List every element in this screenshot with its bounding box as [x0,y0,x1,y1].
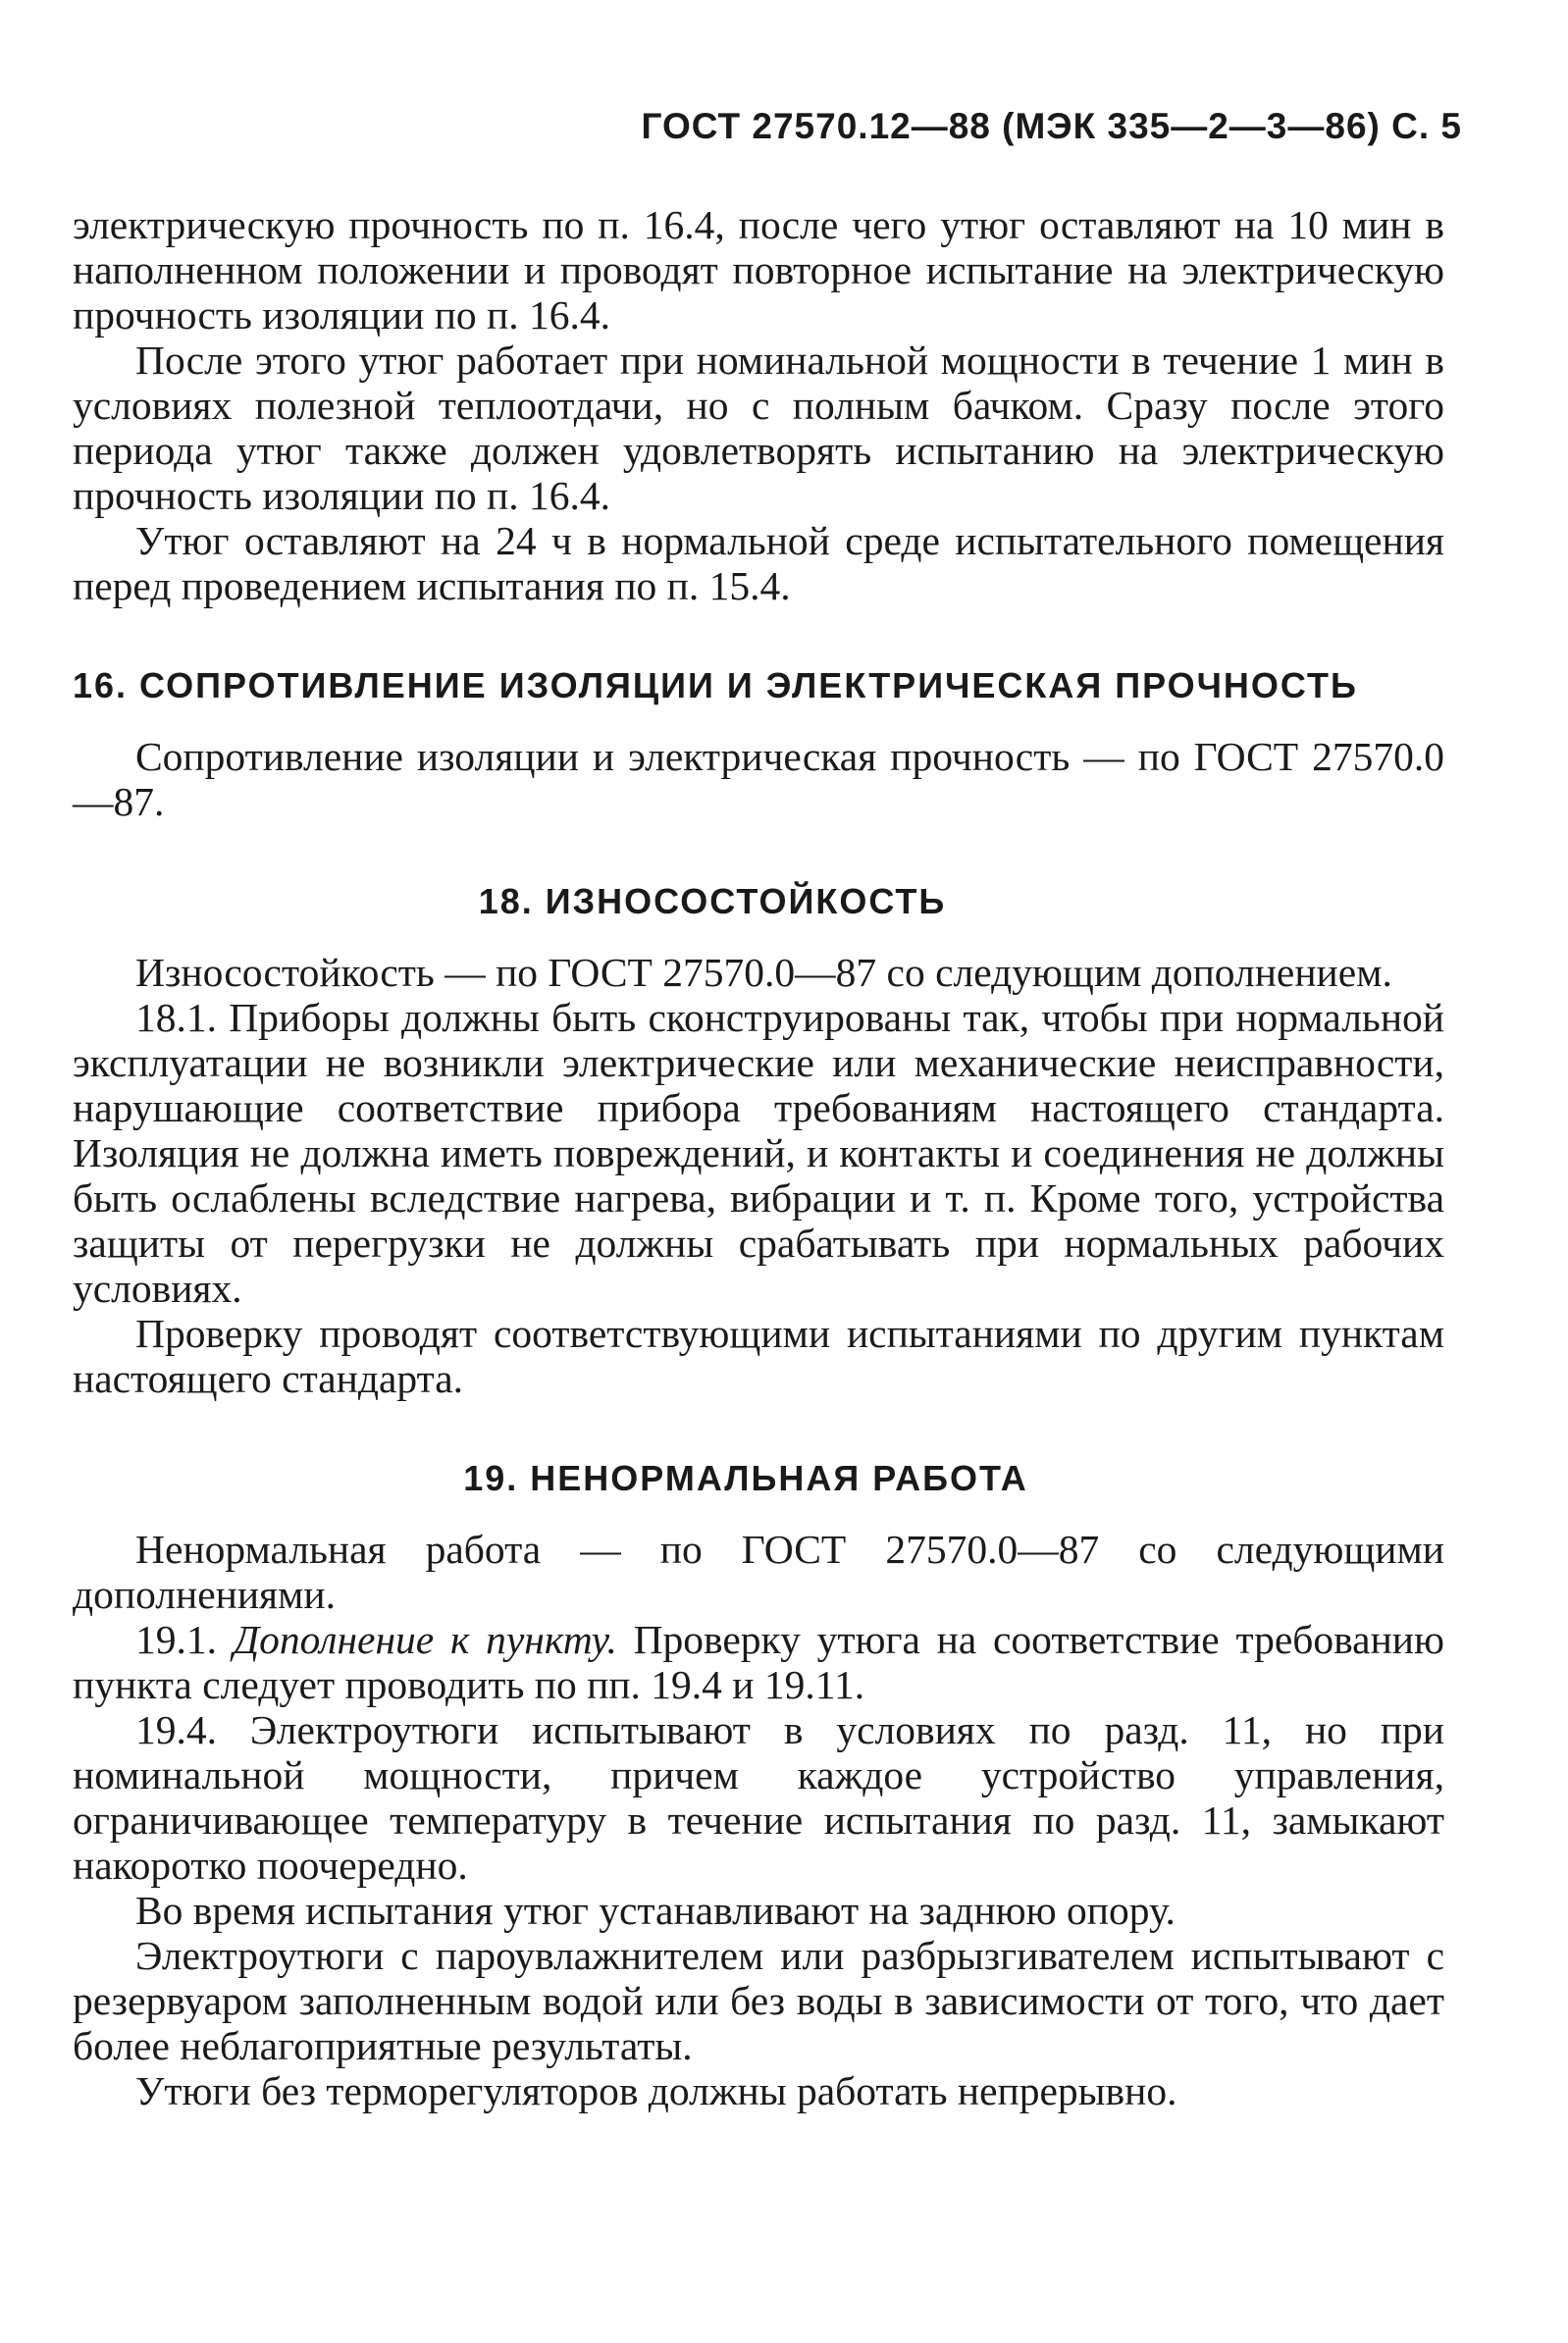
section-18-paragraph-3: Проверку проводят соответствующими испытаниями по другим пунктам настоящего стандарта. [73,1311,1444,1401]
clause-italic-title: Дополнение к пункту. [233,1617,617,1662]
section-16-paragraph-1: Сопротивление изоляции и электрическая прочность — по ГОСТ 27570.0—87. [73,734,1444,824]
section-19-paragraph-1: Ненормальная работа — по ГОСТ 27570.0—87 со следующими дополнениями. [73,1527,1444,1617]
clause-number: 19.1. [135,1617,217,1662]
section-18-paragraph-1: Износостойкость — по ГОСТ 27570.0—87 со следующим дополнением. [135,950,1392,995]
intro-paragraph-1: электрическую прочность по п. 16.4, после чего утюг оставляют на 10 мин в наполненном положении и проводят повторное испытание на электрическую прочность изоляции по п. 16.4. [73,202,1444,338]
running-header: ГОСТ 27570.12—88 (МЭК 335—2—3—86) С. 5 [641,106,1462,146]
intro-paragraph-2: После этого утюг работает при номинальной мощности в течение 1 мин в условиях полезной теплоотдачи, но с полным бачком. Сразу после этого периода утюг также должен удовлетворять испытанию на электрическую прочность изоляции по п. 16.4. [73,338,1444,518]
section-19-heading: 19. НЕНОРМАЛЬНАЯ РАБОТА [463,1458,1028,1498]
section-19-paragraph-5: Электроутюги с пароувлажнителем или разбрызгивателем испытывают с резервуаром заполненным водой или без воды в зависимости от того, что дает более неблагоприятные результаты. [73,1933,1444,2068]
section-19-paragraph-6: Утюги без терморегуляторов должны работать непрерывно. [135,2068,1177,2113]
intro-paragraph-3: Утюг оставляют на 24 ч в нормальной среде испытательного помещения перед проведением испытания по п. 15.4. [73,518,1444,608]
section-18-paragraph-2: 18.1. Приборы должны быть сконструированы так, чтобы при нормальной эксплуатации не возникли электрические или механические неисправности, нарушающие соответствие прибора требованиям настоящего стандарта. Изоляция не должна иметь повреждений, и контакты и соединения не должны быть ослаблены вследствие нагрева, вибрации и т. п. Кроме того, устройства защиты от перегрузки не должны срабатывать при нормальных рабочих условиях. [73,995,1444,1311]
section-19-paragraph-4: Во время испытания утюг устанавливают на заднюю опору. [135,1888,1176,1933]
clause-text: Проверку утюга на соответствие требованию пункта следует проводить по пп. 19.4 и 19.11. [73,1617,1445,1707]
section-18-heading: 18. ИЗНОСОСТОЙКОСТЬ [478,881,947,921]
page-body [73,202,1444,2113]
section-19-paragraph-2 [73,1617,1444,1707]
section-19-paragraph-3: 19.4. Электроутюги испытывают в условиях по разд. 11, но при номинальной мощности, причем каждое устройство управления, ограничивающее температуру в течение испытания по разд. 11, замыкают накоротко поочередно. [73,1707,1444,1888]
section-16-heading: 16. СОПРОТИВЛЕНИЕ ИЗОЛЯЦИИ И ЭЛЕКТРИЧЕСКАЯ ПРОЧНОСТЬ [73,665,1358,705]
